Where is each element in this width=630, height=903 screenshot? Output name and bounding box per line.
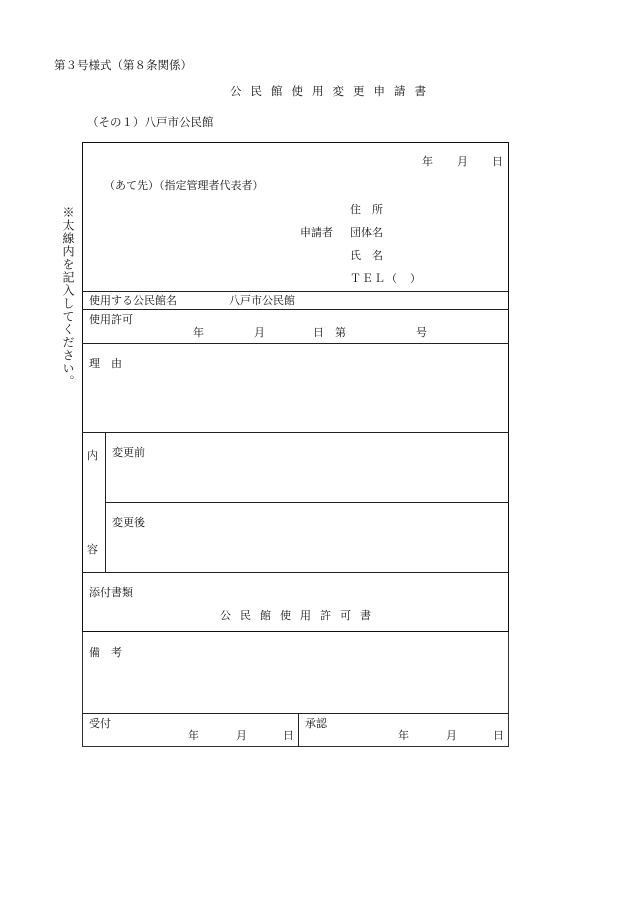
permit-day: 日	[313, 326, 324, 339]
hall-label: 使用する公民館名	[89, 294, 177, 307]
address-label: 住 所	[350, 203, 383, 216]
divider-hall	[82, 291, 509, 292]
divider-remarks	[82, 713, 509, 714]
divider-permit	[82, 309, 509, 310]
form-number: 第３号様式（第８条関係）	[54, 58, 192, 72]
attach-label: 添付書類	[89, 586, 133, 599]
approved-year: 年	[398, 729, 409, 742]
divider-content-col	[105, 432, 106, 572]
approved-month: 月	[446, 729, 457, 742]
permit-number-prefix: 第	[335, 326, 346, 339]
divider-reason	[82, 343, 509, 344]
tel-label: ＴＥＬ（ ）	[350, 272, 422, 285]
application-frame	[82, 142, 509, 632]
reason-label: 理 由	[89, 357, 122, 370]
received-label: 受付	[89, 717, 111, 730]
document-subtitle: （その１）八戸市公民館	[87, 115, 214, 129]
applicant-label: 申請者	[300, 226, 333, 239]
divider-before-after	[105, 502, 509, 503]
addressee: （あて先）（指定管理者代表者）	[104, 179, 264, 192]
permit-year: 年	[193, 326, 204, 339]
before-label: 変更前	[112, 446, 145, 459]
received-month: 月	[236, 729, 247, 742]
approved-day: 日	[493, 729, 504, 742]
after-label: 変更後	[112, 516, 145, 529]
divider-attach	[82, 572, 509, 573]
permit-label: 使用許可	[89, 313, 133, 326]
divider-received-approved	[298, 713, 299, 747]
content-label-bottom: 容	[87, 543, 98, 556]
date-day: 日	[492, 155, 503, 168]
approved-label: 承認	[305, 717, 327, 730]
date-year: 年	[422, 155, 433, 168]
date-month: 月	[457, 155, 468, 168]
content-label-top: 内	[87, 449, 98, 462]
document-title: 公民館使用変更申請書	[230, 84, 435, 98]
hall-value: 八戸市公民館	[229, 294, 295, 307]
received-year: 年	[188, 729, 199, 742]
remarks-label: 備 考	[89, 646, 122, 659]
attach-value: 公民館使用許可書	[220, 609, 380, 622]
divider-content	[82, 432, 509, 433]
office-use-section	[82, 632, 509, 747]
name-label: 氏 名	[350, 249, 383, 262]
group-label: 団体名	[350, 226, 383, 239]
permit-month: 月	[254, 326, 265, 339]
permit-number-suffix: 号	[416, 326, 427, 339]
received-day: 日	[283, 729, 294, 742]
side-note: ※太線内を記入してください。	[61, 206, 75, 388]
